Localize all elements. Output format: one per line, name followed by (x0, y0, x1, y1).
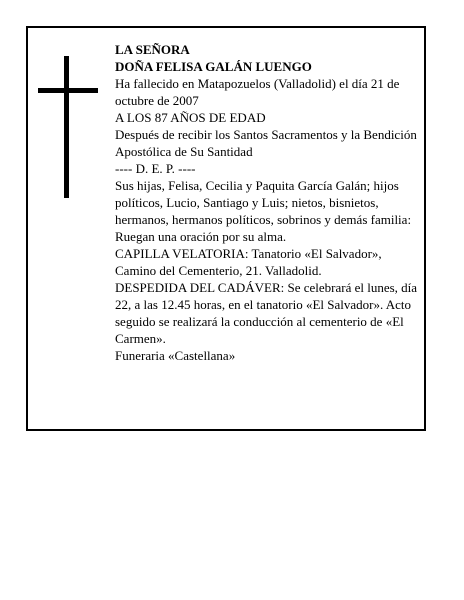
obituary-text (115, 41, 421, 364)
funeral-home-line: Funeraria «Castellana» (115, 348, 236, 363)
cross-horizontal-bar (38, 88, 98, 93)
notice-title: LA SEÑORA (115, 42, 190, 57)
age-line: A LOS 87 AÑOS DE EDAD (115, 110, 266, 125)
cross-vertical-bar (64, 56, 69, 198)
sacraments-line: Después de recibir los Santos Sacramentos y la Bendición Apostólica de Su Santidad (115, 127, 417, 159)
family-paragraph: Sus hijas, Felisa, Cecilia y Paquita García Galán; hijos políticos, Lucio, Santiago y Luis; nietos, bisnietos, hermanos, hermanos políticos, sobrinos y demás familia: (115, 178, 412, 227)
deceased-name: DOÑA FELISA GALÁN LUENGO (115, 59, 312, 74)
obituary-notice (26, 26, 426, 431)
chapel-paragraph: CAPILLA VELATORIA: Tanatorio «El Salvador», Camino del Cementerio, 21. Valladolid. (115, 246, 382, 278)
death-notice: Ha fallecido en Matapozuelos (Valladolid) el día 21 de octubre de 2007 (115, 76, 400, 108)
prayer-line: Ruegan una oración por su alma. (115, 229, 287, 244)
rip-line: ---- D. E. P. ---- (115, 161, 196, 176)
cross-icon (38, 56, 98, 198)
farewell-paragraph: DESPEDIDA DEL CADÁVER: Se celebrará el lunes, día 22, a las 12.45 horas, en el tanatorio «El Salvador». Acto seguido se realizará la conducción al cementerio de «El Carmen». (115, 280, 418, 346)
